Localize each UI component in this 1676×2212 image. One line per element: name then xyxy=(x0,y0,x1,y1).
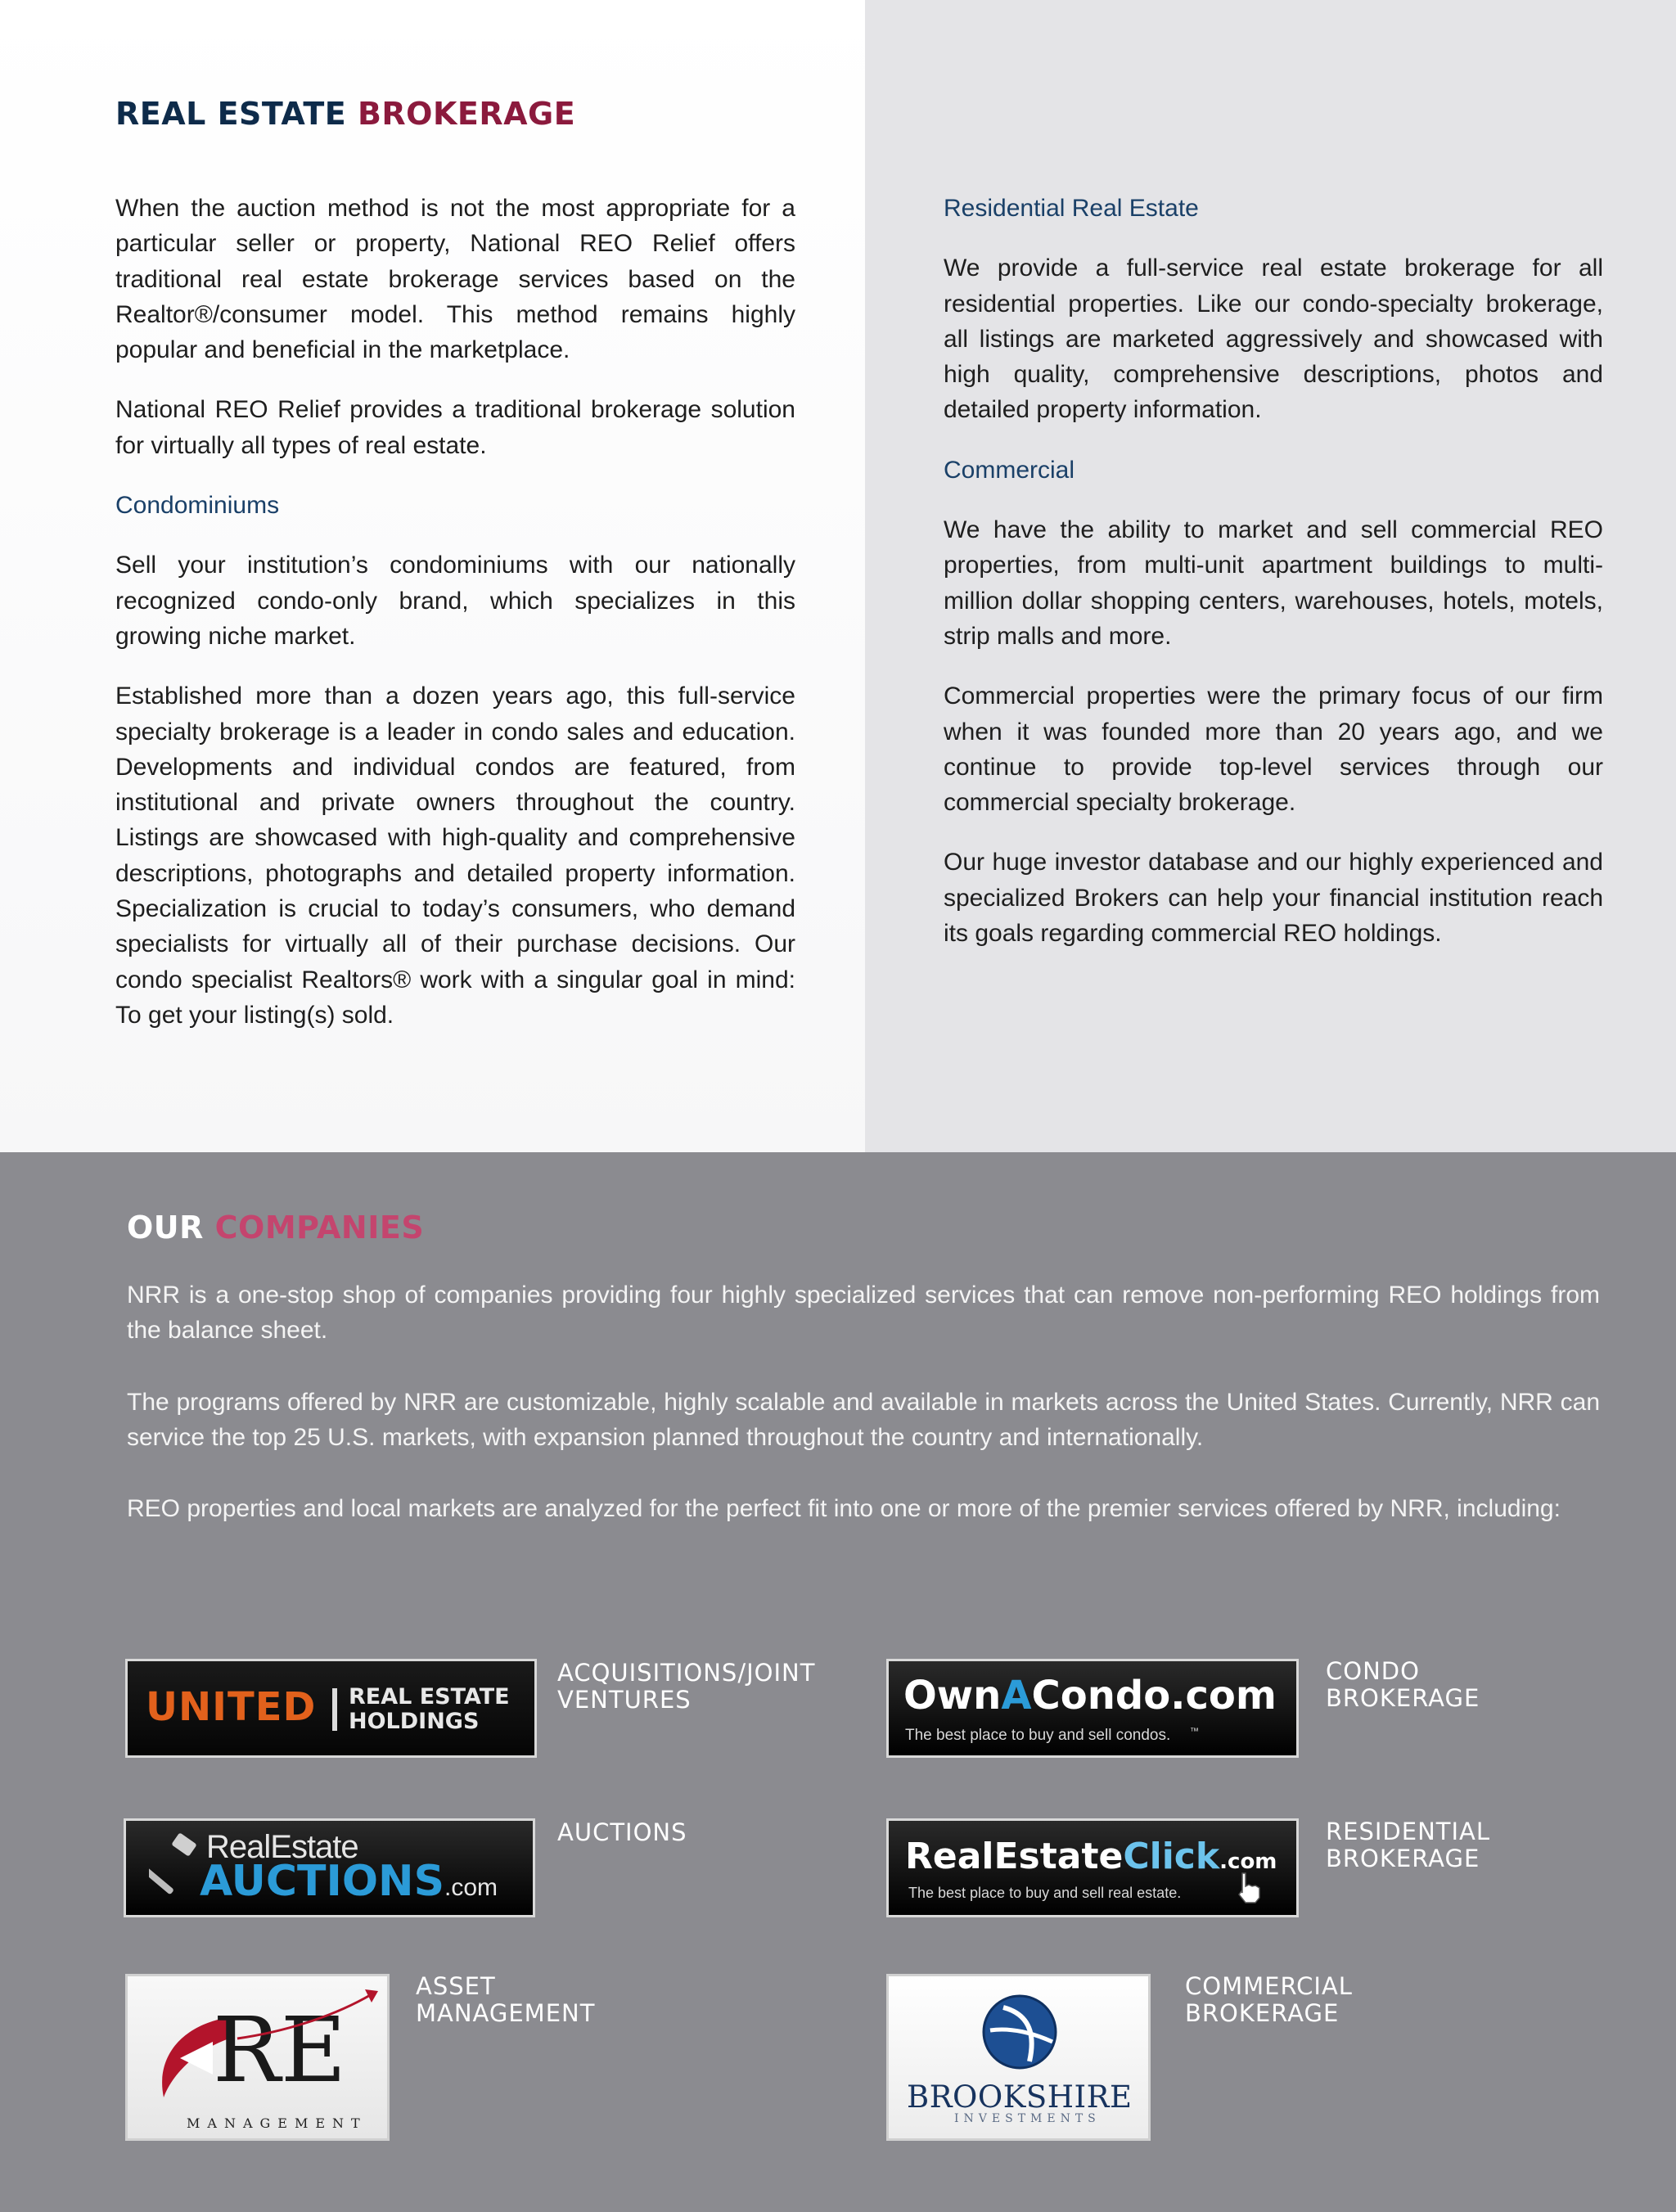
brokerage-title xyxy=(115,96,575,132)
subheading-residential: Residential Real Estate xyxy=(944,195,1199,222)
brokerage-title-part1: REAL ESTATE xyxy=(115,96,347,132)
realestateclick-logo-tagline: The best place to buy and sell real estate. xyxy=(908,1885,1182,1901)
united-logo[interactable] xyxy=(125,1659,537,1758)
companies-title-part1: OUR xyxy=(127,1210,204,1246)
company-label-line: BROKERAGE xyxy=(1326,1684,1480,1712)
paragraph: We provide a full-service real estate brokerage for all residential properties. Like our condo-specialty brokerage, all listings are marketed aggressively and showcased with high quality, comprehensive descriptions, photos and detailed property information. xyxy=(944,255,1603,424)
realestateclick-logo-part: .com xyxy=(1219,1849,1277,1874)
pointer-hand-icon xyxy=(1231,1868,1268,1906)
company-label xyxy=(1326,1818,1490,1872)
globe-icon xyxy=(979,1991,1061,2073)
company-label-line: AUCTIONS xyxy=(557,1818,687,1846)
ownacondo-logo-part: Condo xyxy=(1031,1673,1171,1719)
company-label xyxy=(557,1660,815,1714)
paragraph: Established more than a dozen years ago, this full-service specialty brokerage is a leader in condo sales and education. Developments and individual condos are featured, from institutional and private owners throughout the country. Listings are showcased with high-quality and comprehensive descriptions, photographs and detailed property information. Specialization is crucial to today’s consumers, who demand specialists for virtually all of their purchase decisions. Our condo specialist Realtors® work with a singular goal in mind: To get your listing(s) sold. xyxy=(115,683,795,1029)
ownacondo-logo[interactable] xyxy=(886,1659,1299,1758)
realestateclick-logo[interactable] xyxy=(886,1818,1299,1917)
subheading-commercial: Commercial xyxy=(944,456,1075,484)
company-label-line: VENTURES xyxy=(557,1686,692,1714)
ownacondo-logo-wordmark xyxy=(903,1673,1277,1719)
ownacondo-logo-part: A xyxy=(1001,1673,1032,1719)
brokerage-title-part2: BROKERAGE xyxy=(357,96,576,132)
paragraph: REO properties and local markets are analyzed for the perfect fit into one or more of the premier services offered by NRR, including: xyxy=(127,1495,1561,1523)
realestateclick-logo-wordmark xyxy=(905,1836,1277,1877)
auctions-logo-word: AUCTIONS xyxy=(200,1857,445,1906)
companies-title-part2: COMPANIES xyxy=(214,1210,425,1246)
paragraph: When the auction method is not the most appropriate for a particular seller or property, National REO Relief offers traditional real estate brokerage services based on the Realtor®/consumer model. This method remains highly popular and beneficial in the marketplace. xyxy=(115,195,795,364)
ownacondo-logo-part: Own xyxy=(903,1673,1002,1719)
company-label-line: COMMERCIAL xyxy=(1185,1972,1353,2000)
paragraph: Commercial properties were the primary focus of our firm when it was founded more than 20 years ago, and we continue to provide top-level services through our commercial specialty brokerage. xyxy=(944,683,1603,817)
gavel-icon xyxy=(149,1832,206,1898)
auctions-logo[interactable] xyxy=(124,1818,535,1917)
auctions-logo-line2 xyxy=(200,1857,498,1906)
companies-title xyxy=(127,1210,424,1246)
company-label-line: BROKERAGE xyxy=(1326,1845,1480,1872)
ownacondo-logo-part: .com xyxy=(1170,1673,1277,1719)
ownacondo-logo-tagline: The best place to buy and sell condos. xyxy=(905,1727,1171,1744)
company-label xyxy=(1185,1973,1353,2027)
paragraph: We have the ability to market and sell commercial REO properties, from multi-unit apartment buildings to multi-million dollar shopping centers, warehouses, hotels, motels, strip malls and more. xyxy=(944,516,1603,650)
companies-intro xyxy=(127,1277,1600,1562)
companies-section xyxy=(0,1152,1676,2212)
paragraph: Sell your institution’s condominiums with our nationally recognized condo-only brand, which specializes in this growing niche market. xyxy=(115,552,795,650)
company-label-line: ASSET xyxy=(416,1972,496,2000)
auctions-logo-suffix: .com xyxy=(444,1874,498,1901)
company-label xyxy=(416,1973,595,2027)
brookshire-logo-subword: INVESTMENTS xyxy=(954,2112,1101,2125)
united-logo-line3: HOLDINGS xyxy=(349,1709,480,1734)
arrow-icon xyxy=(234,1986,381,2043)
re-management-logo-word: MANAGEMENT xyxy=(187,2115,367,2131)
company-label xyxy=(1326,1658,1480,1712)
paragraph: NRR is a one-stop shop of companies providing four highly specialized services that can remove non-performing REO holdings from the balance sheet. xyxy=(127,1282,1600,1345)
brookshire-logo-word: BROOKSHIRE xyxy=(907,2079,1133,2115)
re-management-logo[interactable] xyxy=(125,1974,390,2141)
right-column xyxy=(944,191,1603,975)
company-label-line: MANAGEMENT xyxy=(416,1999,596,2027)
company-label-line: CONDO xyxy=(1326,1657,1420,1685)
re-management-logo-letters: RE xyxy=(213,1998,347,2102)
united-logo-line2: REAL ESTATE xyxy=(349,1684,510,1710)
company-label-line: BROKERAGE xyxy=(1185,1999,1340,2027)
paragraph: Our huge investor database and our highly experienced and specialized Brokers can help your financial institution reach its goals regarding commercial REO holdings. xyxy=(944,849,1603,948)
left-column xyxy=(115,191,795,1057)
paragraph: National REO Relief provides a traditional brokerage solution for virtually all types of real estate. xyxy=(115,396,795,459)
ownacondo-logo-tm: ™ xyxy=(1190,1727,1199,1737)
company-label xyxy=(557,1819,687,1846)
united-logo-divider xyxy=(332,1688,337,1731)
auctions-logo-line1: RealEstate xyxy=(206,1829,358,1865)
subheading-condominiums: Condominiums xyxy=(115,492,280,520)
company-label-line: RESIDENTIAL xyxy=(1326,1818,1491,1845)
company-label-line: ACQUISITIONS/JOINT xyxy=(557,1659,816,1687)
united-logo-word: UNITED xyxy=(146,1684,317,1730)
paragraph: The programs offered by NRR are customizable, highly scalable and available in markets across the United States. Currently, NRR can service the top 25 U.S. markets, with expansion planned throughout the country and internationally. xyxy=(127,1388,1600,1451)
brookshire-logo[interactable] xyxy=(886,1974,1151,2141)
realestateclick-logo-part: Click xyxy=(1123,1836,1220,1877)
realestateclick-logo-part: RealEstate xyxy=(905,1836,1124,1877)
